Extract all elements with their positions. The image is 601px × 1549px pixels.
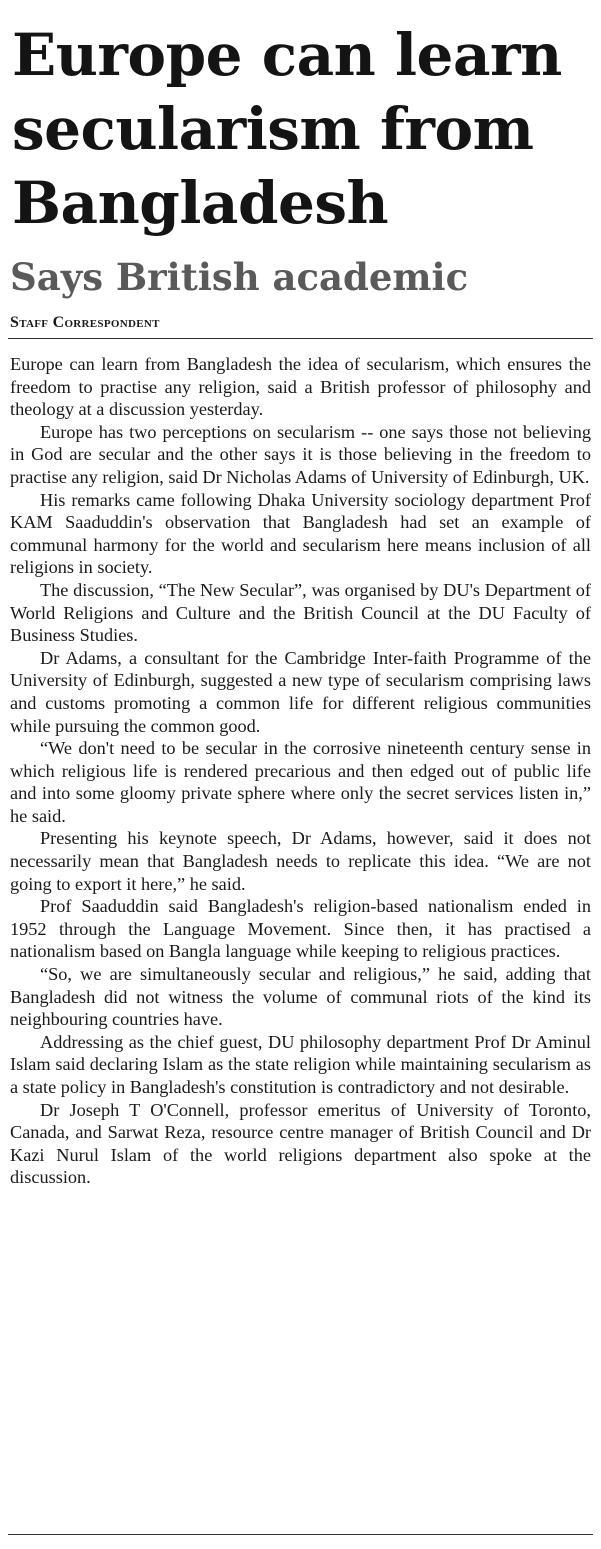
article-paragraph: Dr Joseph T O'Connell, professor emeritus of University of Toronto, Canada, and Sarwat Reza, resource centre manager of British Council and Dr Kazi Nurul Islam of the world religions department also spoke at the discussion. [10, 1099, 591, 1188]
article-paragraph: “We don't need to be secular in the corrosive nineteenth century sense in which religious life is rendered precarious and then edged out of public life and into some gloomy private sphere where only the secret services listen in,” he said. [10, 738, 591, 826]
article-byline: Staff Correspondent [10, 314, 160, 331]
article-paragraph: Addressing as the chief guest, DU philosophy department Prof Dr Aminul Islam said declaring Islam as the state religion while maintaining secularism as a state policy in Bangladesh's constitution is contradictory and not desirable. [10, 1031, 591, 1097]
article-paragraph: Dr Adams, a consultant for the Cambridge Inter-faith Programme of the University of Edinburgh, suggested a new type of secularism comprising laws and customs promoting a common life for different religious communities while pursuing the common good. [10, 647, 591, 736]
article-paragraph: Europe can learn from Bangladesh the idea of secularism, which ensures the freedom to practise any religion, said a British professor of philosophy and theology at a discussion yesterday. [10, 354, 591, 420]
article-headline: Europe can learn secularism from Bangladesh [12, 21, 562, 237]
article-paragraph: Europe has two perceptions on secularism -- one says those not believing in God are secular and the other says it is those believing in the freedom to practise any religion, said Dr Nicholas Adams of University of Edinburgh, UK. [10, 421, 591, 487]
bottom-divider [8, 1534, 593, 1535]
article-paragraph: Prof Saaduddin said Bangladesh's religion-based nationalism ended in 1952 through the Language Movement. Since then, it has practised a nationalism based on Bangla language while keeping to religious practices. [10, 896, 591, 962]
byline-divider [8, 338, 593, 339]
article-paragraph: His remarks came following Dhaka University sociology department Prof KAM Saaduddin's observation that Bangladesh had set an example of communal harmony for the world and secularism here means inclusion of all religions in society. [10, 489, 591, 578]
article-paragraph: “So, we are simultaneously secular and religious,” he said, adding that Bangladesh did not witness the volume of communal riots of the kind its neighbouring countries have. [10, 964, 591, 1030]
article-paragraph: Presenting his keynote speech, Dr Adams, however, said it does not necessarily mean that Bangladesh needs to replicate this idea. “We are not going to export it here,” he said. [10, 828, 591, 894]
article-paragraph: The discussion, “The New Secular”, was organised by DU's Department of World Religions and Culture and the British Council at the DU Faculty of Business Studies. [10, 579, 591, 646]
article-body [8, 353, 593, 1189]
article-subheadline: Says British academic [10, 255, 469, 299]
